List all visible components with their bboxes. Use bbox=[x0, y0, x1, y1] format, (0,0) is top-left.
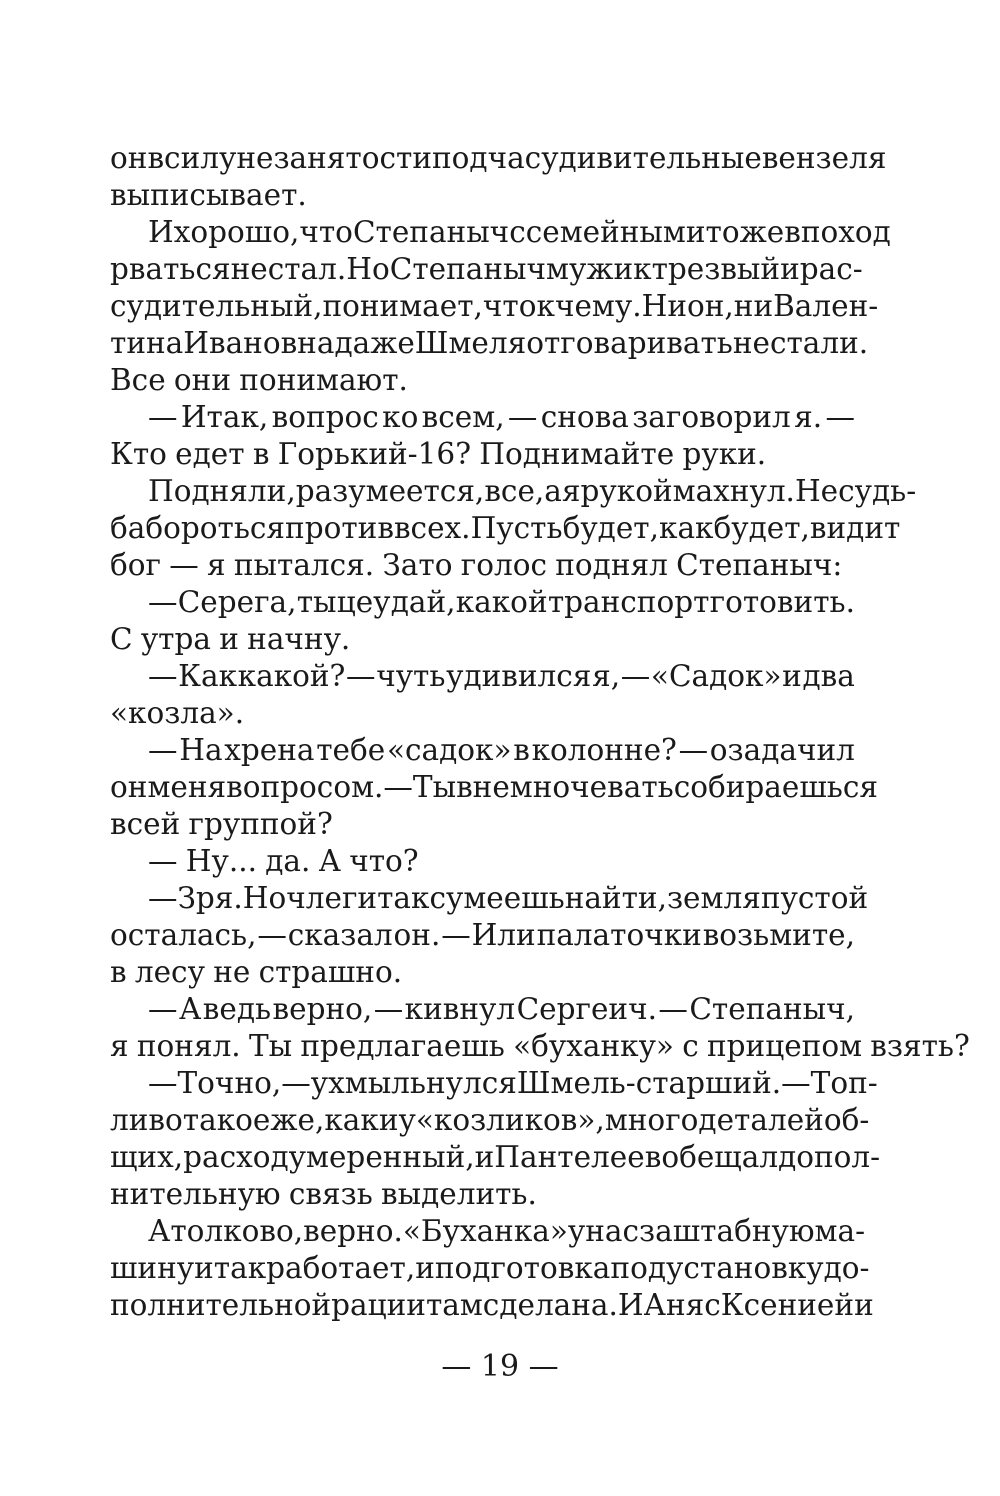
text-line: в лесу не страшно. bbox=[110, 955, 403, 989]
text-line: С утра и начну. bbox=[110, 622, 351, 656]
text-line: судительный, понимает, что к чему. Ни он, ни Вален- bbox=[110, 289, 879, 323]
text-line: Все они понимают. bbox=[110, 363, 408, 397]
text-line: А толково, верно. «Буханка» у нас за штабную ма- bbox=[148, 1214, 866, 1248]
text-line: Кто едет в Горький-16? Поднимайте руки. bbox=[110, 437, 767, 471]
text-line: тина Ивановна даже Шмеля отговаривать не стали. bbox=[110, 326, 869, 360]
text-line: он меня вопросом. — Ты в нем ночевать собираешься bbox=[110, 770, 878, 804]
text-line: — На хрена тебе «садок» в колонне? — озадачил bbox=[148, 733, 855, 767]
body-text bbox=[110, 140, 970, 1324]
text-line: он в силу незанятости подчас удивительные вензеля bbox=[110, 141, 887, 175]
text-line: — Зря. Ночлег и так сумеешь найти, земля пустой bbox=[148, 881, 869, 915]
page-number: — 19 — bbox=[441, 1349, 559, 1384]
text-line: выписывает. bbox=[110, 178, 307, 212]
text-line: — Итак, вопрос ко всем, — снова заговорил я. — bbox=[148, 400, 855, 434]
text-line: нительную связь выделить. bbox=[110, 1177, 537, 1211]
text-line: Подняли, разумеется, все, а я рукой махнул. Не судь- bbox=[148, 474, 917, 508]
text-line: я понял. Ты предлагаешь «буханку» с прицепом взять? bbox=[110, 1029, 970, 1063]
text-line: — Серега, ты цеу дай, какой транспорт готовить. bbox=[148, 585, 855, 619]
text-line: щих, расход умеренный, и Пантелеев обещал допол- bbox=[110, 1140, 881, 1174]
text-line: — Точно, — ухмыльнулся Шмель-старший. — Топ- bbox=[148, 1066, 878, 1100]
text-line: «козла». bbox=[110, 696, 245, 730]
text-line: И хорошо, что Степаныч с семейными тоже в поход bbox=[148, 215, 891, 249]
text-line: полнительной рации там сделана. И Аня с Ксенией и bbox=[110, 1288, 874, 1322]
text-line: рваться не стал. Но Степаныч мужик трезвый и рас- bbox=[110, 252, 863, 286]
text-line: всей группой? bbox=[110, 807, 333, 841]
text-line: осталась, — сказал он. — Или палаточки возьмите, bbox=[110, 918, 855, 952]
text-line: бог — я пытался. Зато голос поднял Степаныч: bbox=[110, 548, 843, 582]
text-line: ба бороться против всех. Пусть будет, как будет, видит bbox=[110, 511, 901, 545]
text-line: — Как какой? — чуть удивился я, — «Садок» и два bbox=[148, 659, 855, 693]
text-line: — Ну... да. А что? bbox=[148, 844, 419, 878]
text-line: — А ведь верно, — кивнул Сергеич. — Степаныч, bbox=[148, 992, 855, 1026]
text-line: ливо такое же, как и у «козликов», много деталей об- bbox=[110, 1103, 870, 1137]
text-line: шину и так работает, и подготовка под установку до- bbox=[110, 1251, 870, 1285]
